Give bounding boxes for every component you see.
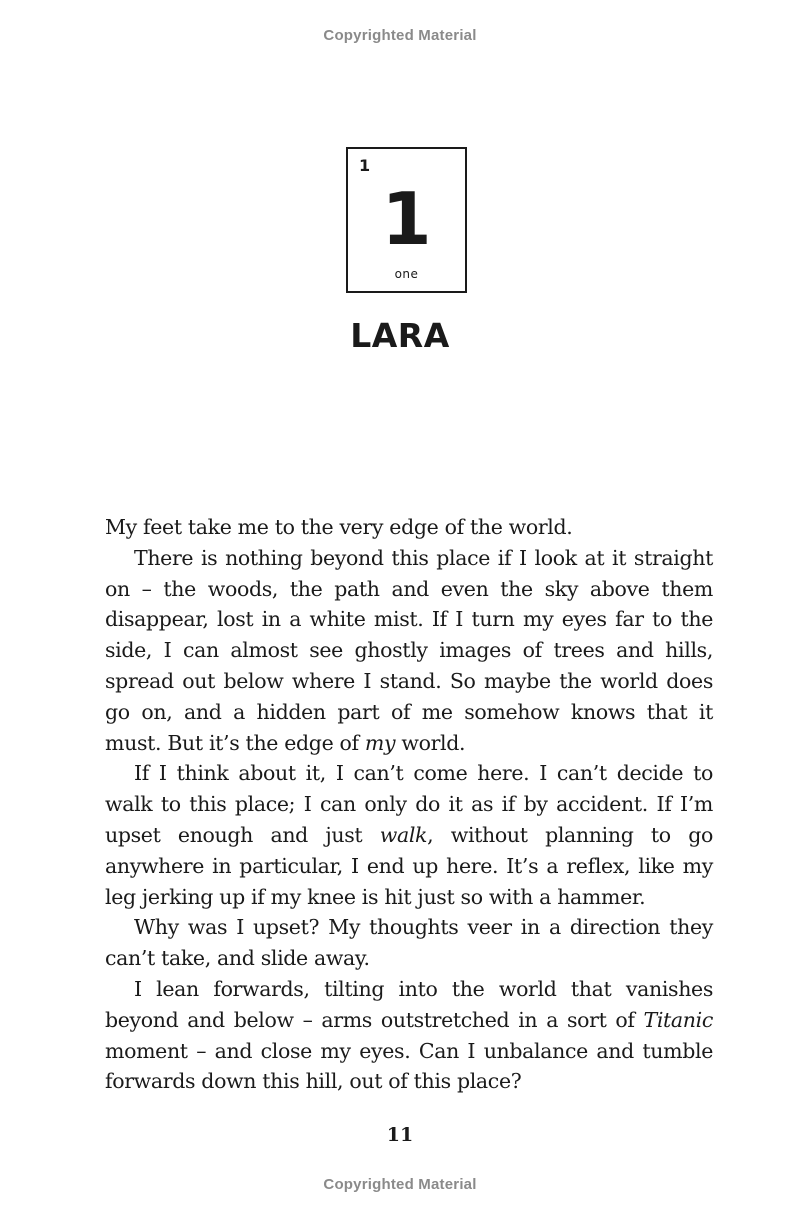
paragraph-1-text: My feet take me to the very edge of the world.	[105, 515, 573, 539]
chapter-title: LARA	[350, 316, 450, 355]
paragraph-1	[105, 512, 713, 543]
copyright-watermark-top: Copyrighted Material	[323, 27, 477, 44]
copyright-watermark-bottom: Copyrighted Material	[323, 1176, 477, 1193]
paragraph-2	[105, 543, 713, 759]
paragraph-2-italic: my	[364, 730, 396, 755]
paragraph-2-text: There is nothing beyond this place if I look at it straight on – the woods, the path and even the sky above them disappear, lost in a white mist. If I turn my eyes far to the side, I can almost see ghostly images of trees and hills, spread out below where I stand. So maybe the world does go on, and a hidden part of me somehow knows that it must. But it’s the edge of	[105, 545, 713, 755]
paragraph-4-text: Why was I upset? My thoughts veer in a direction they can’t take, and slide away.	[105, 915, 713, 971]
paragraph-3	[105, 758, 713, 912]
paragraph-2-end: world.	[395, 730, 466, 755]
paragraph-3-italic: walk	[379, 822, 428, 847]
paragraph-3-text-b: , without planning to go anywhere in particular, I end up here. It’s a reflex, like my leg jerking up if my knee is hit just so with a hammer.	[105, 822, 714, 909]
chapter-body-text	[105, 512, 713, 1097]
chapter-number-box	[346, 147, 467, 293]
paragraph-4	[105, 912, 713, 974]
paragraph-3-text-a: If I think about it, I can’t come here. I can’t decide to walk to this place; I can only do it as if by accident. If I’m upset enough and just	[105, 761, 713, 847]
chapter-big-number: 1	[381, 177, 432, 261]
chapter-number-word: one	[394, 267, 419, 281]
page-number: 11	[386, 1124, 414, 1146]
paragraph-5	[105, 974, 713, 1097]
paragraph-5-text-b: moment – and close my eyes. Can I unbalance and tumble forwards down this hill, out of this place?	[105, 1038, 713, 1094]
paragraph-5-italic: Titanic	[643, 1007, 713, 1032]
chapter-small-number: 1	[359, 156, 371, 175]
paragraph-5-text-a: I lean forwards, tilting into the world that vanishes beyond and below – arms outstretched in a sort of	[105, 976, 713, 1032]
